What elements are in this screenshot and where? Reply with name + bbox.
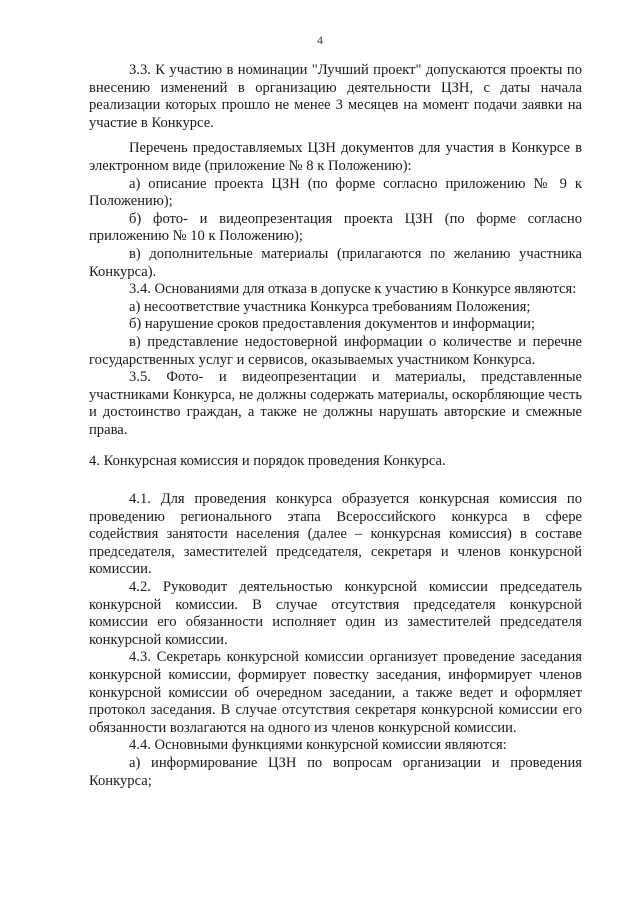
list-item-b: б) нарушение сроков предоставления документов и информации; — [129, 316, 536, 333]
paragraph-4-4: 4.4. Основными функциями конкурсной комиссии являются: — [129, 737, 507, 754]
list-item-a: а) описание проекта ЦЗН (по форме согласно приложению № 9 к Положению); — [89, 175, 582, 210]
list-item-a: а) информирование ЦЗН по вопросам организации и проведения Конкурса; — [89, 754, 582, 789]
paragraph-3-3: 3.3. К участию в номинации "Лучший проект" допускаются проекты по внесению изменений в организацию деятельности ЦЗН, с даты начала реализации которых прошло не менее 3 месяцев на момент подачи заявки на участие в Конкурсе. — [89, 62, 582, 131]
list-item-a: а) несоответствие участника Конкурса требованиям Положения; — [129, 298, 531, 315]
section-heading: 4. Конкурсная комиссия и порядок проведения Конкурса. — [89, 453, 446, 470]
paragraph-3-5: 3.5. Фото- и видеопрезентации и материалы, представленные участниками Конкурса, не должны содержать материалы, оскорбляющие честь и достоинство граждан, а также не должны нарушать авторские и смежные права. — [89, 369, 582, 438]
paragraph-documents-list: Перечень предоставляемых ЦЗН документов для участия в Конкурсе в электронном виде (приложение № 8 к Положению): — [89, 140, 582, 174]
list-item-v: в) представление недостоверной информации о количестве и перечне государственных услуг и сервисов, оказываемых участником Конкурса. — [89, 333, 582, 368]
page-number: 4 — [317, 33, 323, 47]
paragraph-4-2: 4.2. Руководит деятельностью конкурсной комиссии председатель конкурсной комиссии. В случае отсутствия председателя конкурсной комиссии его обязанности исполняет один из заместителей председателя конкурсной комиссии. — [89, 579, 582, 648]
paragraph-4-1: 4.1. Для проведения конкурса образуется конкурсная комиссия по проведению регионального этапа Всероссийского конкурса в сфере содействия занятости населения (далее – конкурсная комиссия) в составе председателя, заместителей председателя, секретаря и членов конкурсной комиссии. — [89, 491, 582, 578]
list-item-v: в) дополнительные материалы (прилагаются по желанию участника Конкурса). — [89, 245, 582, 280]
list-item-b: б) фото- и видеопрезентация проекта ЦЗН (по форме согласно приложению № 10 к Положению); — [89, 210, 582, 245]
paragraph-4-3: 4.3. Секретарь конкурсной комиссии организует проведение заседания конкурсной комиссии, формирует повестку заседания, информирует членов конкурсной комиссии об очередном заседании, а также ведет и оформляет протокол заседания. В случае отсутствия секретаря конкурсной комиссии его обязанности возлагаются на одного из членов конкурсной комиссии. — [89, 649, 582, 736]
document-body — [89, 62, 582, 790]
paragraph-3-4: 3.4. Основаниями для отказа в допуске к участию в Конкурсе являются: — [129, 281, 577, 298]
